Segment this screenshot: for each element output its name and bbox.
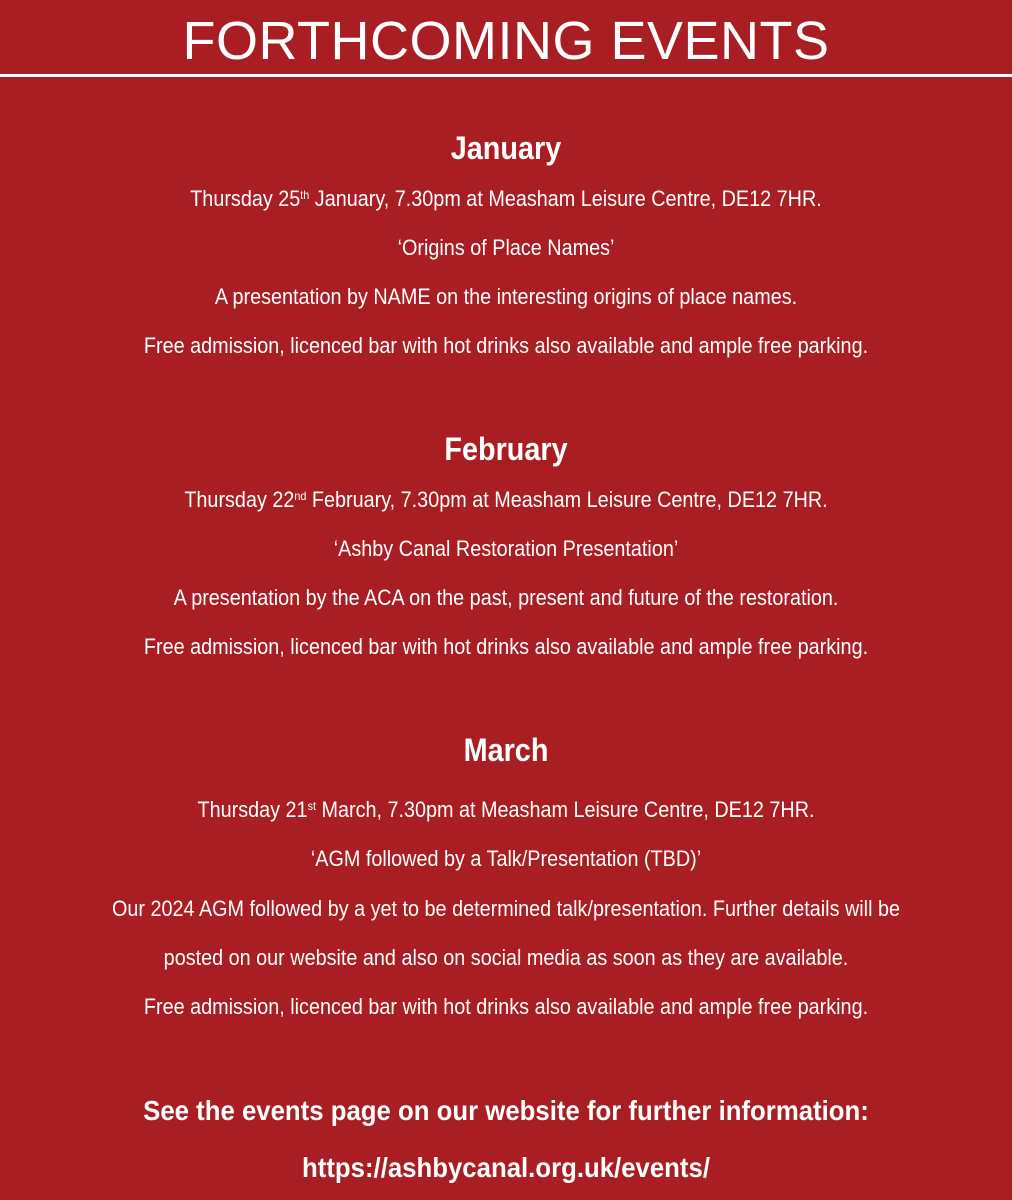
month-heading-february: February [444, 431, 568, 467]
date-suffix: th [300, 188, 310, 202]
date-rest: March, 7.30pm at Measham Leisure Centre, DE12 7HR. [315, 797, 815, 822]
date-prefix: Thursday 21 [197, 797, 308, 822]
title-divider [0, 74, 1012, 77]
page-title: FORTHCOMING EVENTS [182, 11, 830, 71]
event-admission-march: Free admission, licenced bar with hot drinks also available and ample free parking. [143, 994, 869, 1019]
event-description-march-line2: posted on our website and also on social media as soon as they are available. [163, 945, 849, 970]
date-rest: January, 7.30pm at Measham Leisure Centre, DE12 7HR. [309, 186, 822, 211]
event-date-january [51, 184, 962, 214]
events-page-cta: See the events page on our website for further information: [143, 1095, 869, 1126]
event-title-february: ‘Ashby Canal Restoration Presentation’ [333, 536, 679, 561]
event-admission-january: Free admission, licenced bar with hot drinks also available and ample free parking. [143, 333, 869, 358]
date-suffix: st [307, 799, 316, 813]
date-prefix: Thursday 25 [190, 186, 301, 211]
event-title-march: ‘AGM followed by a Talk/Presentation (TBD)’ [310, 846, 702, 871]
date-suffix: nd [294, 489, 307, 503]
event-description-january: A presentation by NAME on the interesting origins of place names. [214, 284, 798, 309]
event-date-march [51, 795, 962, 825]
date-rest: February, 7.30pm at Measham Leisure Centre, DE12 7HR. [306, 487, 828, 512]
event-description-march-line1: Our 2024 AGM followed by a yet to be determined talk/presentation. Further details will be [111, 896, 901, 921]
event-date-february [51, 485, 962, 515]
event-description-february: A presentation by the ACA on the past, present and future of the restoration. [173, 585, 839, 610]
date-prefix: Thursday 22 [184, 487, 295, 512]
event-title-january: ‘Origins of Place Names’ [397, 235, 615, 260]
month-heading-march: March [463, 732, 549, 768]
month-heading-january: January [450, 130, 562, 166]
event-admission-february: Free admission, licenced bar with hot drinks also available and ample free parking. [143, 634, 869, 659]
events-url-link[interactable]: https://ashbycanal.org.uk/events/ [302, 1152, 710, 1183]
